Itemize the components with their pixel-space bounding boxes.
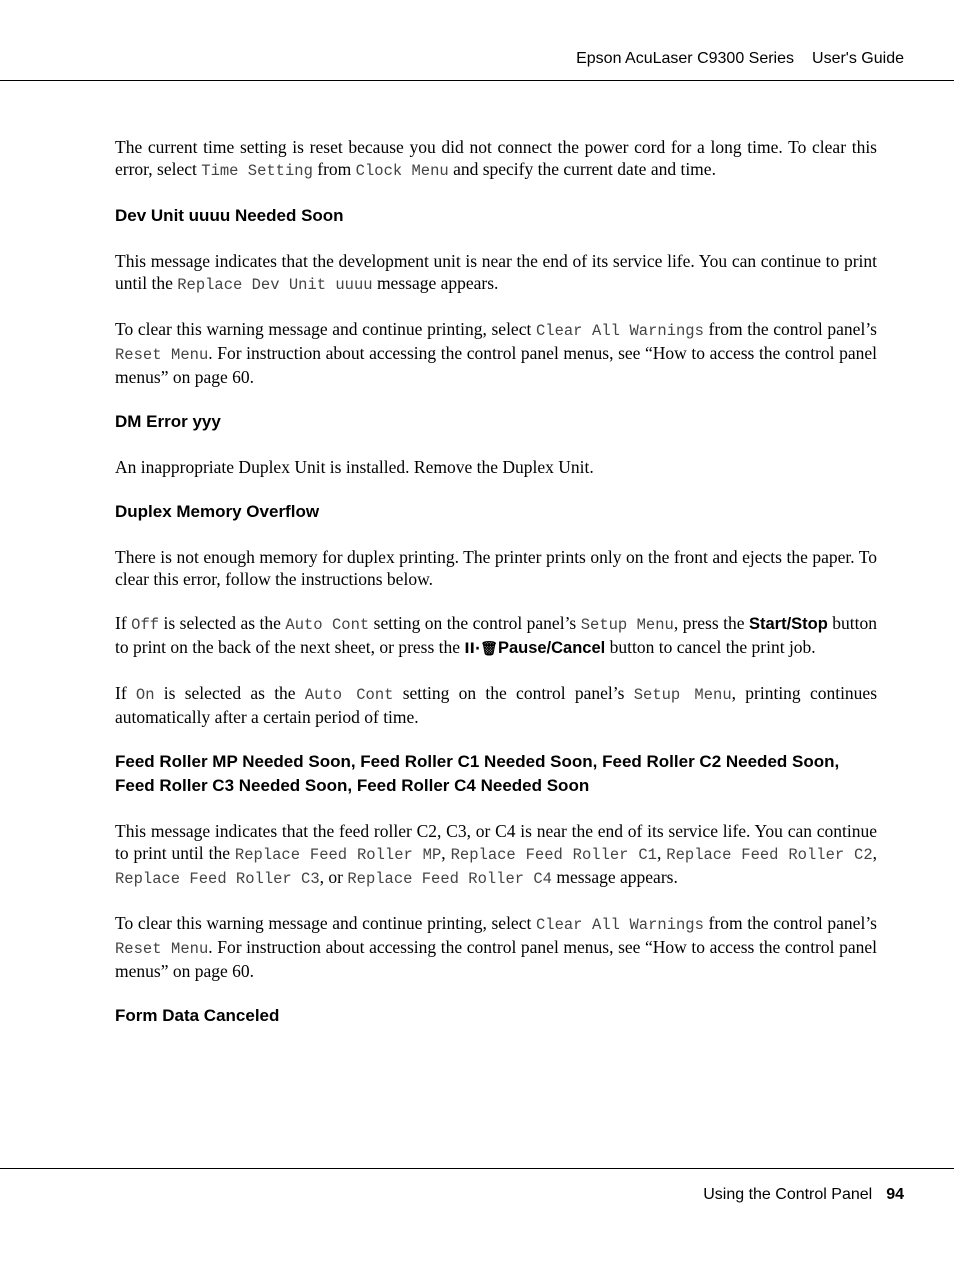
page-body [115, 136, 877, 1050]
paragraph-dev-unit: This message indicates that the development unit is near the end of its service life. You can continue to print until the Replace Dev Unit uuuu message appears. [115, 251, 877, 294]
paragraph-feed-roller: This message indicates that the feed roller C2, C3, or C4 is near the end of its service life. You can continue to print until the Replace Feed Roller MP, Replace Feed Roller C1, Replace Feed Roller C2, Replace Feed Roller C3, or Replace Feed Roller C4 message appears. [115, 821, 878, 888]
paragraph-dm-error: An inappropriate Duplex Unit is installed. Remove the Duplex Unit. [115, 457, 594, 477]
heading-duplex-memory: Duplex Memory Overflow [115, 502, 320, 521]
heading-dm-error: DM Error yyy [115, 412, 221, 431]
paragraph-auto-cont-on: If On is selected as the Auto Cont setting on the control panel’s Setup Menu, printing continues automatically after a certain period of time. [115, 683, 878, 727]
paragraph-duplex-memory: There is not enough memory for duplex printing. The printer prints only on the front and ejects the paper. To clear this error, follow the instructions below. [115, 547, 877, 589]
heading-dev-unit: Dev Unit uuuu Needed Soon [115, 206, 344, 225]
header-product: Epson AcuLaser C9300 Series [576, 50, 795, 67]
footer-rule [0, 1168, 954, 1169]
paragraph-time-reset: The current time setting is reset because you did not connect the power cord for a long time. To clear this error, select Time Setting from Clock Menu and specify the current date and time. [115, 137, 877, 180]
footer-section: Using the Control Panel [703, 1186, 873, 1203]
header-guide: User's Guide [812, 50, 904, 67]
page-number: 94 [886, 1186, 904, 1203]
pause-cancel-icon: II·🗑 [464, 641, 498, 657]
header-rule [0, 80, 954, 81]
heading-feed-roller: Feed Roller MP Needed Soon, Feed Roller C1 Needed Soon, Feed Roller C2 Needed Soon, Feed Roller C3 Needed Soon, Feed Roller C4 Needed Soon [115, 752, 840, 795]
running-header [576, 50, 904, 68]
paragraph-clear-warning-1: To clear this warning message and continue printing, select Clear All Warnings from the control panel’s Reset Menu. For instruction about accessing the control panel menus, see “How to access the control panel menus” on page 60. [115, 319, 877, 387]
paragraph-clear-warning-2: To clear this warning message and continue printing, select Clear All Warnings from the control panel’s Reset Menu. For instruction about accessing the control panel menus, see “How to access the control panel menus” on page 60. [115, 913, 877, 981]
paragraph-auto-cont-off: If Off is selected as the Auto Cont setting on the control panel’s Setup Menu, press the Start/Stop button to print on the back of the next sheet, or press the II·🗑Pause/Cancel button to cancel the print job. [115, 613, 878, 657]
running-footer [703, 1186, 904, 1204]
heading-form-data: Form Data Canceled [115, 1006, 280, 1025]
